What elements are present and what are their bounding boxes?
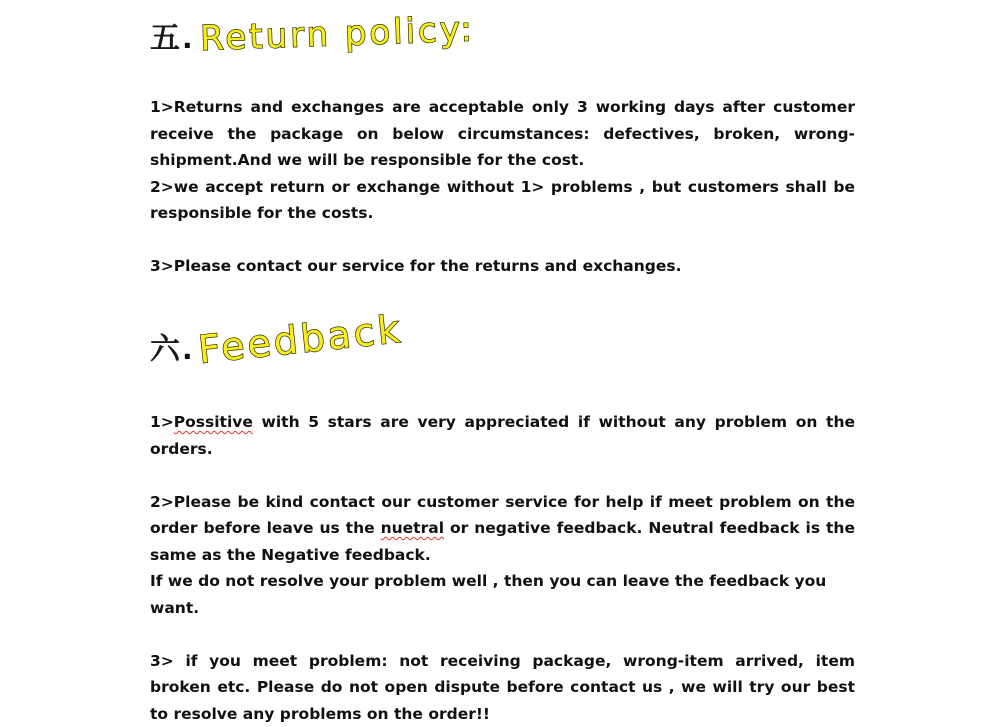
return-policy-item-3: 3>Please contact our service for the returns and exchanges. — [150, 253, 855, 280]
spelling-flagged-word: nuetral — [381, 519, 444, 537]
section-dot: . — [182, 326, 193, 374]
feedback-item-2b: If we do not resolve your problem well , then you can leave the feedback you want. — [150, 568, 855, 621]
return-policy-title: Return policy: — [199, 8, 475, 60]
return-policy-item-2: 2>we accept return or exchange without 1> problems , but customers shall be responsible for the costs. — [150, 174, 855, 227]
section-number: 五 — [150, 18, 180, 60]
feedback-item-1 — [150, 409, 855, 462]
section-number: 六 — [150, 326, 180, 374]
feedback-item-2-text-a: 2>Please be kind contact our customer service for help if meet problem on the order before leave us the — [150, 493, 855, 538]
return-policy-heading — [150, 10, 475, 60]
feedback-item-1-text: with 5 stars are very appreciated if without any problem on the orders. — [150, 413, 855, 458]
feedback-title: Feedback — [196, 305, 405, 374]
return-policy-item-1: 1>Returns and exchanges are acceptable only 3 working days after customer receive the package on below circumstances: defectives, broken, wrong-shipment.And we will be responsible for the cost. — [150, 94, 855, 174]
return-policy-body — [150, 94, 855, 280]
feedback-item-1-prefix: 1> — [150, 413, 174, 431]
feedback-item-2 — [150, 489, 855, 569]
section-dot: . — [182, 18, 193, 60]
feedback-body — [150, 409, 855, 727]
feedback-item-2-text-b: or negative feedback. Neutral feedback is the same as the Negative feedback. — [150, 519, 855, 564]
spelling-flagged-word: Possitive — [174, 413, 253, 431]
feedback-item-3: 3> if you meet problem: not receiving package, wrong-item arrived, item broken etc. Please do not open dispute before contact us , we will try our best to resolve any problems on the order!! — [150, 648, 855, 727]
feedback-heading — [150, 318, 406, 374]
